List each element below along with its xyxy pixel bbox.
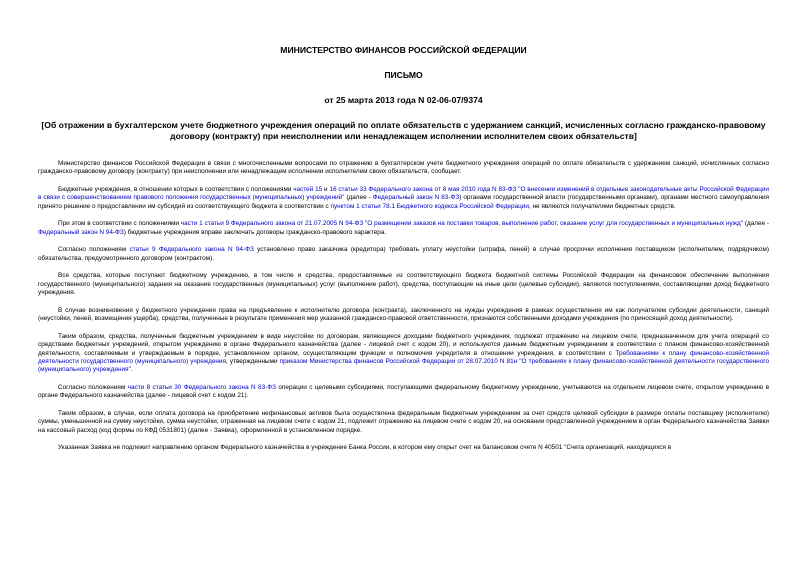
paragraph-text: Согласно положениям — [58, 246, 130, 254]
paragraph — [38, 160, 769, 177]
paragraph-text: операции с целевыми субсидиями, поступающими федеральному бюджетному учреждению, учитываются на отдельном лицевом счете, открытом учреждению в органе Федерального казначейства (далее - лицевой счет с кодом 21). — [38, 384, 769, 400]
document-link[interactable]: части 1 статьи 9 Федерального закона от 21.07.2005 N 94-ФЗ "О размещении заказов на поставки товаров, выполнение работ, оказание услуг для государственных и муниципальных нужд" — [180, 220, 744, 228]
paragraph-text: (далее - — [344, 194, 373, 202]
paragraph-text: Таким образом, в случае, если оплата договора на приобретение нефинансовых активов была осуществлена федеральным бюджетным учреждением за счет средств целевой субсидии в размере оплаты поставщику (исполнителю) суммы, уменьшенной на сумму неустойки, сумма неустойки, отраженная на лицевом счете с кодом 21, подлежит отражению на лицевом счете с кодом 20, на основании представленной учреждением в орган Федерального казначейства Заявки на кассовый расход (код формы по КФД 0531801) (далее - Заявка), оформленной в установленном порядке. — [38, 410, 769, 434]
paragraph-text: Все средства, которые поступают бюджетному учреждению, в том числе и средства, предоставляемые из соответствующего бюджета бюджетной системы Российской Федерации на финансовое обеспечение выполнения государственного (муниципального) задания на оказание государственных (муниципальных) услуг (выполнение работ), средства, поступающие на иные цели (целевые субсидии), являются поступлениями, составляющими доход бюджетного учреждения. — [38, 272, 769, 297]
paragraph — [38, 307, 769, 324]
paragraph — [38, 384, 769, 401]
document-type: ПИСЬМО — [384, 70, 423, 80]
document-link[interactable]: частей 15 — [293, 186, 323, 193]
paragraph-text: Указанная Заявка не подлежит направлению органом Федерального казначейства в учреждение Банка России, в котором ему открыт счет на балансовом счете N 40501 "Счета организаций, находящихся в — [58, 444, 672, 452]
paragraph — [38, 444, 769, 452]
paragraph-text: В случае возникновения у бюджетного учреждения права на предъявление к исполнителю договора (контракта), заключенного на нужды учреждения в рамках осуществления им как получателем субсидии деятельности, санкций (неустойки, пеней, возмещения ущерба), средства, полученные в результате применения мер указанной гражданско-правовой ответственности, признаются собственными доходами учреждения (по приносящей доход деятельности). — [38, 306, 769, 323]
ministry-heading: МИНИСТЕРСТВО ФИНАНСОВ РОССИЙСКОЙ ФЕДЕРАЦИИ — [280, 45, 527, 55]
paragraph-text: Согласно положениям — [58, 384, 128, 392]
document-link[interactable]: пунктом 1 статьи 78.1 Бюджетного кодекса Российской Федерации — [330, 202, 529, 210]
paragraph-text: Бюджетные учреждения, в отношении которых в соответствии с положениями — [58, 186, 294, 193]
paragraph — [38, 220, 769, 237]
document-body — [38, 160, 769, 462]
paragraph-text: Таким образом, средства, полученные бюджетным учреждением в виде неустойки по договорам, являющиеся доходами бюджетного учреждения, подлежат отражению на лицевом счете, предназначенном для учета операций со средствами бюджетных учреждений, открытом учреждению в органе Федерального казначейства (далее - лицевой счет с кодом 20), и используются данным бюджетным учреждением в соответствии с планом финансово-хозяйственной деятельности, составляемым и утверждаемым в порядке, установленном органом, осуществляющим функции и полномочия учредителя в отношении учреждения, в соответствии с — [38, 332, 769, 357]
paragraph — [38, 186, 769, 211]
document-link[interactable]: Требованиями к плану финансово-хозяйственной деятельности государственного (муниципального) учреждения — [38, 349, 769, 366]
document-date-number: от 25 марта 2013 года N 02-06-07/9374 — [324, 95, 483, 105]
paragraph-text: Министерство финансов Российской Федерации в связи с многочисленными вопросами по отражению в бухгалтерском учете бюджетного учреждения операций по оплате обязательств с удержанием санкций, исчисленных согласно гражданско-правовому договору (контракту) при неисполнении или ненадлежащем исполнении исполнителем своих обязательств, сообщает. — [38, 160, 769, 176]
paragraph-text: ) бюджетные учреждения вправе заключать договоры гражданско-правового характера. — [123, 228, 387, 236]
paragraph — [38, 246, 769, 263]
paragraph-text: . — [130, 366, 133, 374]
paragraph-text: При этом в соответствии с положениями — [58, 220, 181, 228]
paragraph-text: и — [322, 186, 330, 193]
paragraph — [38, 410, 769, 435]
paragraph-text: установлено право заказчика (кредитора) требовать уплату неустойки (штрафа, пеней) в случае просрочки исполнения поставщиком (исполнителем, подрядчиком) обязательства, предусмотренного договором (контрактом). — [38, 246, 769, 262]
paragraph-text: , не являются получателями бюджетных средств. — [528, 202, 676, 210]
document-link[interactable]: части 8 статьи 30 Федерального закона N 83-ФЗ — [127, 384, 276, 392]
paragraph-text: , утвержденными — [225, 358, 280, 366]
document-link[interactable]: статьи 9 Федерального закона N 94-ФЗ — [129, 246, 254, 254]
paragraph-text: ) органами государственной власти (государственными органами), органами местного самоуправления принято решение о предоставлении им субсидий из соответствующего бюджета в соответствии с — [38, 194, 770, 210]
document-link[interactable]: 16 статьи 33 Федерального закона от 8 мая 2010 года N 83-ФЗ "О внесении изменений в отдельные законодательные акты Российской Федерации в связи с совершенствованием правового положения государственных (муниципальных) учреждений" — [38, 186, 769, 202]
document-link[interactable]: Федеральный закон N 83-ФЗ — [372, 194, 460, 202]
paragraph — [38, 333, 769, 375]
paragraph — [38, 272, 769, 297]
document-subject: [Об отражении в бухгалтерском учете бюджетного учреждения операций по оплате обязательств с удержанием санкций, исчисленных согласно гражданско-правовому договору (контракту) при неисполнении или ненадлежащем исполнении исполнителем своих обязательств] — [41, 120, 766, 141]
paragraph-text: (далее - — [743, 220, 770, 228]
document-link[interactable]: Федеральный закон N 94-ФЗ — [38, 228, 124, 236]
document-link[interactable]: приказом Министерства финансов Российской Федерации от 28.07.2010 N 81н "О требованиях к плану финансово-хозяйственной деятельности государственного (муниципального) учреждения" — [38, 358, 769, 374]
